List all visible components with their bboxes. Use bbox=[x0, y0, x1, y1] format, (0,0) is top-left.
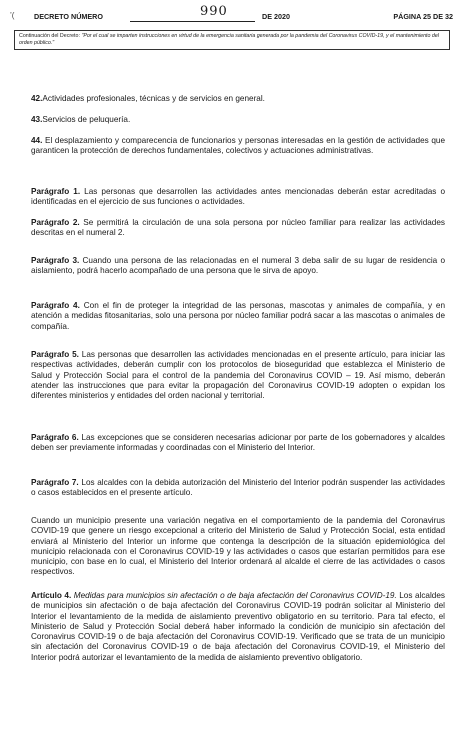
continuation-box bbox=[14, 30, 450, 50]
paragrafo-label: Parágrafo 2. bbox=[31, 218, 80, 227]
paragrafo-text: Se permitirá la circulación de una sola persona por núcleo familiar para realizar las actividades descritas en el numeral 2. bbox=[31, 218, 445, 238]
paragrafo-label: Parágrafo 7. bbox=[31, 478, 79, 487]
article-text: Los alcaldes de municipios sin afectación o de baja afectación del Coronavirus COVID-19 podrán solicitar al Ministerio del Interior el levantamiento de la medida de aislamiento preventivo obligatorio en su territorio. Para tal efecto, el Ministerio de Salud y Protección Social deberá haber informado la condición de municipio sin afectación del Coronavirus COVID-19 o de baja afectación del Coronavirus COVID-19. Verificado que se trata de un municipio sin afectación del Coronavirus COVID-19 o de baja afectación del Coronavirus COVID-19, el Ministerio del Interior podrá autorizar el levantamiento de la medida de aislamiento preventivo obligatorio. bbox=[31, 591, 445, 662]
decree-number: 990 bbox=[200, 4, 228, 19]
paragrafo-text: Las personas que desarrollen las actividades mencionadas en el presente artículo, para iniciar las respectivas actividades, deberán cumplir con los protocolos de bioseguridad que establezca el Ministerio de Salud y Protección Social para el control de la pandemia del Coronavirus COVID – 19. Así mismo, deberán atender las instrucciones que para evitar la propagación del Coronavirus COVID-19 adopten o expidan los diferentes ministerios y entidades del orden nacional y territorial. bbox=[31, 350, 445, 401]
paragrafo-text: Las excepciones que se consideren necesarias adicionar por parte de los gobernadores y alcaldes deben ser previamente informadas y coordinadas con el Ministerio del Interior. bbox=[31, 433, 445, 453]
page-header bbox=[10, 4, 457, 24]
list-item-42 bbox=[31, 94, 445, 104]
closing-paragraph: Cuando un municipio presente una variación negativa en el comportamiento de la pandemia del Coronavirus COVID-19 que genere un riesgo excepcional a criterio del Ministerio de Salud y Protección Social, esta entidad enviará al Ministerio del Interior un informe que contenga la descripción de la situación epidemiológica del municipio relacionada con el Coronavirus COVID-19 y las actividades o casos que estarían permitidos para ese municipio, con base en lo cual, el Ministerio del Interior ordenará al alcalde el cierre de las actividades o casos respectivos. bbox=[31, 516, 445, 577]
paragrafo-text: Con el fin de proteger la integridad de las personas, mascotas y animales de compañía, y en atención a medidas fitosanitarias, solo una persona por núcleo familiar podrá sacar a las mascotas o animales de compañía. bbox=[31, 301, 446, 331]
paragrafo-3 bbox=[31, 256, 445, 277]
decree-year: DE 2020 bbox=[262, 12, 290, 21]
list-item-44 bbox=[31, 136, 445, 157]
item-number: 43. bbox=[31, 115, 43, 124]
decree-label: DECRETO NÚMERO bbox=[34, 12, 103, 21]
paragrafo-1 bbox=[31, 187, 445, 208]
paragrafo-label: Parágrafo 3. bbox=[31, 256, 80, 265]
paragrafo-text: Los alcaldes con la debida autorización del Ministerio del Interior podrán suspender las actividades o casos establecidos en el presente artículo. bbox=[31, 478, 446, 498]
paragrafo-2 bbox=[31, 218, 445, 239]
item-text: El desplazamiento y comparecencia de funcionarios y personas interesadas en la gestión de actividades que garanticen la protección de derechos fundamentales, colectivos y actuaciones administrativas. bbox=[31, 136, 446, 156]
item-number: 42. bbox=[31, 94, 43, 103]
article-title: Medidas para municipios sin afectación o de baja afectación del Coronavirus COVID-19. bbox=[73, 591, 397, 600]
paragrafo-label: Parágrafo 6. bbox=[31, 433, 79, 442]
continuation-lead: Continuación del Decreto: bbox=[19, 33, 80, 39]
item-text: Servicios de peluquería. bbox=[42, 115, 131, 124]
continuation-text: "Por el cual se imparten instrucciones en virtud de la emergencia sanitaria generada por la pandemia del Coronavirus COVID-19, y el mantenimiento del orden público." bbox=[19, 33, 439, 46]
page-number: PÁGINA 25 DE 32 bbox=[393, 12, 453, 21]
paragrafo-text: Cuando una persona de las relacionadas en el numeral 3 deba salir de su lugar de residencia o aislamiento, podrá hacerlo acompañado de una persona que le sirva de apoyo. bbox=[31, 256, 445, 276]
decree-number-underline bbox=[130, 21, 255, 22]
list-item-43 bbox=[31, 115, 445, 125]
article-label: Artículo 4. bbox=[31, 591, 72, 600]
paragrafo-label: Parágrafo 5. bbox=[31, 350, 79, 359]
handwritten-mark: ’( bbox=[10, 11, 15, 20]
paragrafo-label: Parágrafo 1. bbox=[31, 187, 81, 196]
paragrafo-4 bbox=[31, 301, 445, 332]
item-number: 44. bbox=[31, 136, 43, 145]
paragrafo-7 bbox=[31, 478, 445, 499]
paragrafo-6 bbox=[31, 433, 445, 454]
paragrafo-text: Las personas que desarrollen las actividades antes mencionadas deberán estar acreditadas o identificadas en el ejercicio de sus funciones o actividades. bbox=[31, 187, 445, 207]
article-4 bbox=[31, 591, 445, 663]
paragrafo-5 bbox=[31, 350, 445, 401]
item-text: Actividades profesionales, técnicas y de servicios en general. bbox=[42, 94, 265, 103]
paragrafo-label: Parágrafo 4. bbox=[31, 301, 80, 310]
